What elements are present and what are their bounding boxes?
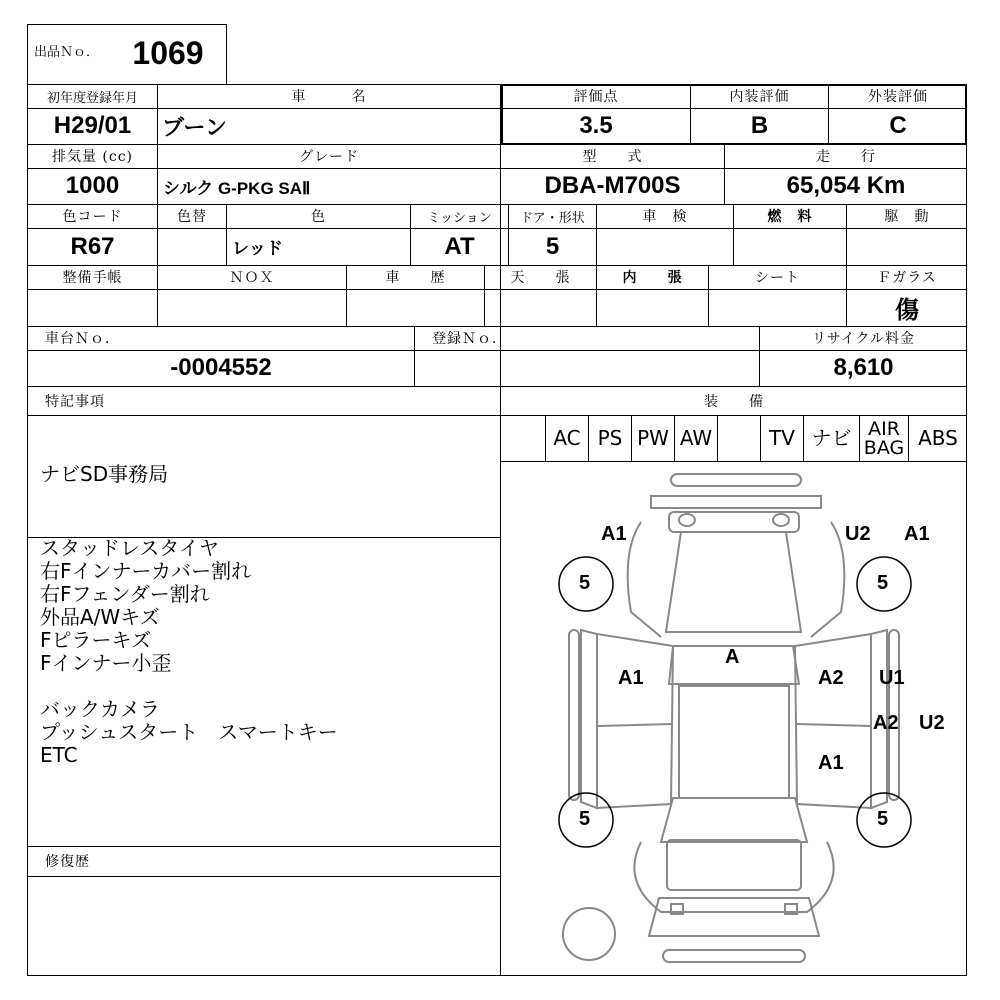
mark-front-right-2: A1 <box>904 523 930 545</box>
chassis-value: -0004552 <box>170 354 272 381</box>
color-code-value: R67 <box>70 232 115 260</box>
score-label: 評価点 <box>573 89 619 105</box>
mark-right-door-2: U1 <box>879 667 905 689</box>
lot-number: 1069 <box>132 34 204 71</box>
color-value: レッド <box>232 239 283 258</box>
equip-ps: PS <box>597 426 623 450</box>
repair-label: 修復歴 <box>45 854 90 870</box>
mark-front-right-1: U2 <box>845 523 871 545</box>
equip-airbag: AIR BAG <box>863 417 905 459</box>
note-item: 右Fインナーカバー割れ <box>40 559 252 583</box>
score-value: 3.5 <box>579 112 613 139</box>
equip-pw: PW <box>637 426 669 450</box>
fuel-label: 燃 料 <box>767 209 813 225</box>
mark-left-door: A1 <box>618 667 644 689</box>
divider <box>27 386 967 387</box>
history-label: 車 歴 <box>385 270 446 286</box>
mission-value: AT <box>444 232 475 260</box>
note-item <box>40 675 338 698</box>
reg-year-label: 初年度登録年月 <box>46 90 138 106</box>
interior-value: B <box>750 112 769 139</box>
mark-tire-fr: 5 <box>877 572 889 594</box>
equip-tv: TV <box>769 426 795 450</box>
note-item: Fインナー小歪 <box>40 651 172 675</box>
interior-label: 内装評価 <box>729 89 790 105</box>
displacement-label: 排気量 (cc) <box>51 149 134 165</box>
reg-year-value: H29/01 <box>53 112 132 139</box>
note-item: 外品A/Wキズ <box>40 605 160 629</box>
grade-label: グレード <box>299 149 359 165</box>
divider <box>27 876 501 877</box>
car-name-label: 車 名 <box>291 89 367 105</box>
recycle-value: 8,610 <box>833 354 894 381</box>
note-item: スタッドレスタイヤ <box>40 536 219 560</box>
mileage-label: 走 行 <box>816 149 876 165</box>
reg-no-label: 登録Ｎｏ． <box>432 331 507 347</box>
recycle-label: リサイクル料金 <box>811 331 916 347</box>
special-label: 特記事項 <box>45 394 105 410</box>
seat-label: シート <box>755 270 800 286</box>
note-item: Fピラーキズ <box>40 628 152 652</box>
ceiling-label: 天 張 <box>510 270 571 286</box>
mark-roof: A <box>725 646 740 668</box>
note-item: プッシュスタート スマートキー <box>40 720 338 744</box>
door-value: 5 <box>545 232 560 260</box>
f-glass-label: Ｆガラス <box>877 270 937 286</box>
mark-tire-rr: 5 <box>877 808 889 830</box>
mark-right-door-1: A2 <box>818 667 844 689</box>
displacement-value: 1000 <box>65 172 120 199</box>
mark-tire-fl: 5 <box>579 572 591 594</box>
exterior-label: 外装評価 <box>868 89 928 105</box>
lot-label: 出品Ｎｏ． <box>34 44 100 60</box>
maintenance-label: 整備手帳 <box>62 270 123 286</box>
divider <box>27 846 501 847</box>
note-item: 右Fフェンダー割れ <box>40 582 210 606</box>
equip-ac: AC <box>553 426 581 450</box>
mark-right-side-1: A2 <box>873 712 899 734</box>
divider <box>27 289 967 290</box>
mission-label: ミッション <box>427 210 492 226</box>
car-name-value: ブーン <box>162 114 227 140</box>
equip-navi: ナビ <box>811 426 852 450</box>
equip-abs: ABS <box>918 426 958 450</box>
f-glass-value: 傷 <box>895 295 919 324</box>
note-item: バックカメラ <box>40 697 160 721</box>
equip-empty <box>718 416 760 461</box>
color-label: 色 <box>311 209 326 225</box>
mileage-value: 65,054 Km <box>786 172 906 199</box>
mark-tire-rl: 5 <box>579 808 591 830</box>
exterior-value: C <box>889 112 907 139</box>
note-line1: ナビSD事務局 <box>40 462 169 486</box>
mark-right-side-2: U2 <box>919 712 945 734</box>
inner-label: 内 張 <box>622 270 683 286</box>
note-item: ETC <box>40 743 78 767</box>
mark-right-rear: A1 <box>818 752 844 774</box>
mark-front-left: A1 <box>601 523 627 545</box>
model-label: 型 式 <box>582 149 643 165</box>
note-block <box>40 537 338 767</box>
door-label: ドア・形状 <box>520 210 585 226</box>
inspection-label: 車 検 <box>642 209 688 225</box>
color-code-label: 色コード <box>62 209 123 225</box>
equipment-label: 装 備 <box>704 394 764 410</box>
equip-aw: AW <box>679 426 713 450</box>
nox-label: ＮＯＸ <box>229 270 275 286</box>
grade-value: シルク G-PKG SAⅡ <box>163 178 311 198</box>
model-value: DBA-M700S <box>544 172 681 199</box>
color-change-label: 色替 <box>177 209 207 225</box>
chassis-label: 車台Ｎｏ． <box>45 331 120 347</box>
drive-label: 駆 動 <box>884 209 930 225</box>
